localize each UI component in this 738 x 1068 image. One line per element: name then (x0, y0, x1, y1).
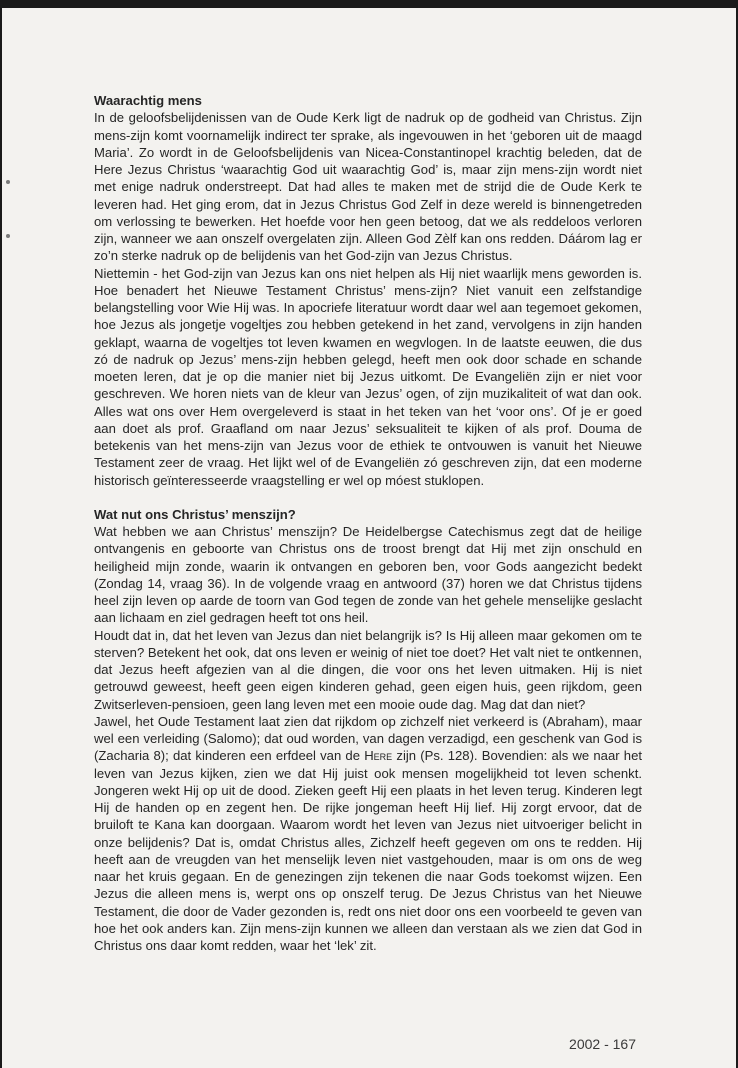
paragraph: Wat hebben we aan Christus’ menszijn? De Heidelbergse Catechismus zegt dat de heilige ontvangenis en geboorte van Christus ons de troost brengt dat Hij met zijn onschuld en heiligheid mijn zonde, waarin ik ontvangen en geboren ben, voor Gods aangezicht bedekt (Zondag 14, vraag 36). In de volgende vraag en antwoord (37) horen we dat Christus tijdens heel zijn leven op aarde de toorn van God tegen de zonde van het gehele menselijke geslacht aan lichaam en ziel gedragen heeft tot ons heil. (94, 524, 642, 626)
page (2, 8, 736, 1068)
spacer (94, 489, 642, 506)
article-body (94, 92, 642, 954)
paragraph: Houdt dat in, dat het leven van Jezus dan niet belangrijk is? Is Hij alleen maar gekomen om te sterven? Betekent het ook, dat ons leven er weinig of niet toe doet? Het valt niet te ontkennen, dat Jezus heeft afgezien van al die dingen, die voor ons het leven uitmaken. Hij is niet getrouwd geweest, heeft geen eigen kinderen gehad, geen eigen huis, geen rijkdom, geen Zwitserleven-pensioen, geen lang leven met een mooie oude dag. Mag dat dan niet? (94, 627, 642, 712)
paragraph: Niettemin - het God-zijn van Jezus kan ons niet helpen als Hij niet waarlijk mens geworden is. Hoe benadert het Nieuwe Testament Christus’ mens-zijn? Niet vanuit een zelfstandige belangstelling voor Wie Hij was. In apocriefe literatuur wordt daar wel aan tegemoet gekomen, hoe Jezus als jongetje vogeltjes zou hebben getekend in het zand, vervolgens in zijn handen geklapt, waarna de vogeltjes tot leven kwamen en wegvlogen. In de laatste eeuwen, die dus zó de nadruk op Jezus’ mens-zijn hebben gelegd, heeft men ook door schade en schande moeten leren, dat je op die manier niet bij Jezus uitkomt. De Evangeliën zijn er niet voor geschreven. We horen niets van de kleur van Jezus’ ogen, of zijn muzikaliteit of wat dan ook. Alles wat ons over Hem overgeleverd is staat in het teken van het ‘voor ons’. Of je er goed aan doet als prof. Graafland om naar Jezus’ seksualiteit te kijken of als prof. Douma de betekenis van het mens-zijn van Jezus voor de ethiek te ontvouwen is vanuit het Nieuwe Testament zeer de vraag. Het lijkt wel of de Evangeliën zó geschreven zijn, dat een moderne historisch geïnteresseerde vraagstelling er wel op móest stuklopen. (94, 265, 642, 488)
paragraph (94, 713, 642, 955)
margin-mark (6, 234, 10, 238)
paragraph-text: Jawel, het Oude Testament laat zien dat rijkdom op zichzelf niet verkeerd is (Abraham), maar wel een verleiding (Salomo); dat oud worden, van dagen verzadigd, een geschenk van God is (Zacharia 8); dat kinderen een erfdeel van de (94, 713, 642, 764)
small-caps-word: Here (364, 748, 393, 764)
paragraph-text: zijn (Ps. 128). Bovendien: als we naar het leven van Jezus kijken, zien we dat Hij juist ook mensen mogelijkheid tot leven schenkt. Jongeren wekt Hij op uit de dood. Zieken geeft Hij een plaats in het leven terug. Kinderen legt Hij de handen op en zegent hen. De rijke jongeman heeft Hij lief. Hij zorgt ervoor, dat de bruiloft te Kana kan doorgaan. Waarom wordt het leven van Jezus niet uitvoeriger belicht in onze belijdenis? Dat is, omdat Christus alles, Zichzelf heeft gegeven om ons te redden. Hij heeft aan de vreugden van het menselijk leven niet vastgehouden, maar is om ons de weg naar het kruis gegaan. En de genezingen zijn tekenen die naar Gods toekomst wijzen. Een Jezus die alleen mens is, werpt ons op onszelf terug. De Jezus Christus van het Nieuwe Testament, die door de Vader gezonden is, redt ons niet door ons een voorbeeld te geven van hoe het ook anders kan. Zijn mens-zijn kunnen we alleen dan verstaan als we zien dat God in Christus ons daar komt redden, waar het ‘lek’ zit. (94, 748, 642, 953)
paragraph: In de geloofsbelijdenissen van de Oude Kerk ligt de nadruk op de godheid van Christus. Zijn mens-zijn komt voornamelijk indirect ter sprake, als ingevouwen in het ‘geboren uit de maagd Maria’. Zo wordt in de Geloofsbelijdenis van Nicea-Constantinopel krachtig beleden, dat de Here Jezus Christus ‘waarachtig God uit waarachtig God’ is, maar zijn mens-zijn wordt niet met enige nadruk onderstreept. Dat had alles te maken met de strijd die de Oude Kerk te leveren had. Het ging erom, dat in Jezus Christus God Zelf in deze wereld is binnengetreden om verlossing te bewerken. Het hoefde voor hen geen betoog, dat we als reddeloos verloren zijn, wanneer we aan onszelf overgelaten zijn. Alleen God Zèlf kan ons redden. Dáárom lag er zo’n sterke nadruk op de belijdenis van het God-zijn van Jezus Christus. (94, 110, 642, 264)
section-heading-wat-nut: Wat nut ons Christus’ menszijn? (94, 506, 296, 522)
margin-mark (6, 180, 10, 184)
section-heading-waarachtig-mens: Waarachtig mens (94, 93, 202, 108)
page-number: 2002 - 167 (569, 1036, 636, 1052)
